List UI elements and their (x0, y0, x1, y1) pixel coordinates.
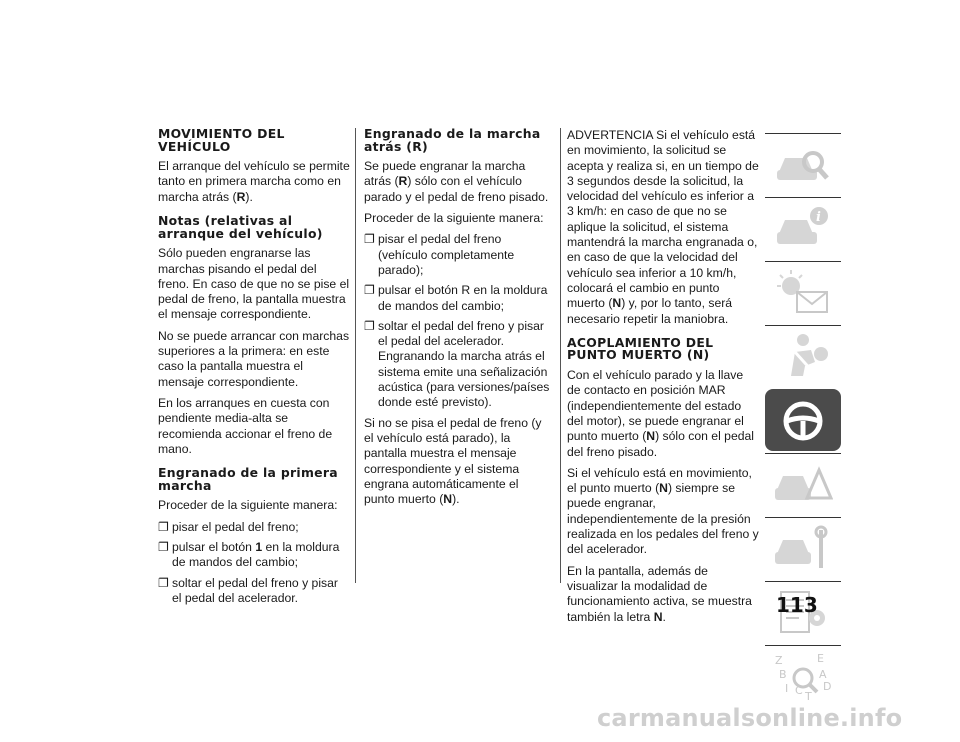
tab-chapter-2[interactable] (765, 197, 841, 259)
bullet-item: ❐ pulsar el botón 1 en la moldura de mandos del cambio; (158, 539, 340, 570)
column-2 (364, 128, 550, 513)
paragraph: Se puede engranar la marcha atrás (R) sólo con el vehículo parado y el pedal de freno pisado. (364, 159, 549, 204)
section-heading-punto-muerto: ACOPLAMIENTO DEL PUNTO MUERTO (N) (567, 334, 714, 363)
car-search-icon (773, 140, 833, 190)
bold-letter: R (236, 189, 246, 204)
tab-chapter-4[interactable] (765, 325, 841, 387)
index-letter: T (805, 690, 812, 702)
watermark: carmanualsonline.info (597, 704, 903, 732)
bullet-item: ❐ soltar el pedal del freno y pisar el pedal del acelerador. (158, 575, 338, 605)
svg-text:i: i (816, 210, 821, 225)
paragraph: Si el vehículo está en movimiento, el punto muerto (N) siempre se puede engranar, independientemente de la presión realizada en los pedales del freno y del acelerador. (567, 465, 759, 557)
bullet-item: ❐ pisar el pedal del freno (vehículo completamente parado); (364, 232, 515, 277)
page-number: 113 (776, 593, 818, 617)
checkbox-bullet-icon: ❐ (158, 519, 169, 534)
column-3 (567, 128, 759, 631)
paragraph: Proceder de la siguiente manera: (158, 498, 338, 513)
index-letter: Z (775, 654, 783, 667)
bullet-item: ❐ pisar el pedal del freno; (158, 519, 299, 534)
column-divider (560, 128, 561, 583)
index-letter: I (785, 682, 789, 695)
tab-chapter-1[interactable] (765, 133, 841, 195)
section-heading-primera: Engranado de la primera marcha (158, 465, 338, 493)
seatbelt-airbag-icon (773, 332, 833, 382)
section-heading-marcha-atras: Engranado de la marcha atrás (R) (364, 126, 541, 154)
car-wrench-icon (773, 524, 833, 574)
paragraph: ADVERTENCIA Si el vehículo está en movimiento, la solicitud se acepta y realiza si, en un tiempo de 3 segundos desde la solicitud, la velocidad del vehículo es inferior a 3 km/h: en caso de que no se aplique la solicitud, el sistema mantendrá la marcha engranada o, en caso de que la velocidad del vehículo sea inferior a 10 km/h, colocará el cambio en punto muerto (N) y, por lo tanto, será necesario repetir la maniobra. (567, 128, 759, 326)
chapter-tabs (765, 133, 841, 709)
checkbox-bullet-icon: ❐ (158, 539, 169, 554)
column-1 (158, 128, 350, 611)
section-heading-notas: Notas (relativas al arranque del vehículo) (158, 213, 323, 241)
car-info-icon (773, 204, 833, 254)
bullet-item: ❐ soltar el pedal del freno y pisar el pedal del acelerador. Engranando la marcha atrás el sistema emite una señalización acústica (para versiones/países donde esté previsto). (364, 318, 550, 410)
paragraph: Con el vehículo parado y la llave de contacto en posición MAR (independientemente del estado del motor), se puede engranar el punto muerto (N) sólo con el pedal del freno pisado. (567, 368, 754, 459)
paragraph: En la pantalla, además de visualizar la modalidad de funcionamiento activa, se muestra también la letra N. (567, 563, 752, 624)
tab-chapter-9[interactable] (765, 645, 841, 707)
warning-light-message-icon (773, 268, 833, 318)
column-divider (355, 128, 356, 583)
paragraph: Sólo pueden engranarse las marchas pisando el pedal del freno. En caso de que no se pise el pedal de freno, la pantalla muestra el mensaje correspondiente. (158, 246, 350, 322)
paragraph: Proceder de la siguiente manera: (364, 211, 544, 226)
section-heading-movimiento: MOVIMIENTO DEL VEHÍCULO (158, 126, 285, 154)
bullet-item: ❐ pulsar el botón R en la moldura de mandos del cambio; (364, 283, 548, 313)
checkbox-bullet-icon: ❐ (364, 283, 375, 298)
alphabetical-index-icon (773, 652, 833, 702)
index-letter: B (779, 668, 787, 681)
checkbox-bullet-icon: ❐ (364, 318, 375, 333)
checkbox-bullet-icon: ❐ (158, 575, 169, 590)
text: ). (245, 189, 253, 204)
paragraph: Si no se pisa el pedal de freno (y el vehículo está parado), la pantalla muestra el mensaje correspondiente y el sistema engrana automáticamente el punto muerto (N). (364, 415, 542, 507)
paragraph (158, 159, 350, 205)
tab-chapter-5-active[interactable] (765, 389, 841, 451)
tab-chapter-6[interactable] (765, 453, 841, 515)
paragraph: En los arranques en cuesta con pendiente media-alta se recomienda accionar el freno de mano. (158, 395, 333, 456)
index-letter: C (795, 684, 803, 697)
tab-chapter-7[interactable] (765, 517, 841, 579)
tab-chapter-3[interactable] (765, 261, 841, 323)
car-breakdown-icon (773, 460, 833, 510)
checkbox-bullet-icon: ❐ (364, 232, 375, 247)
index-letter: E (817, 652, 824, 665)
paragraph: No se puede arrancar con marchas superiores a la primera: en este caso la pantalla muestra el mensaje correspondiente. (158, 328, 350, 389)
index-letter: A (819, 668, 827, 681)
steering-wheel-icon (773, 395, 833, 445)
index-letter: D (823, 680, 832, 693)
text: El arranque del vehículo se permite tanto en primera marcha como en marcha atrás ( (158, 159, 350, 204)
